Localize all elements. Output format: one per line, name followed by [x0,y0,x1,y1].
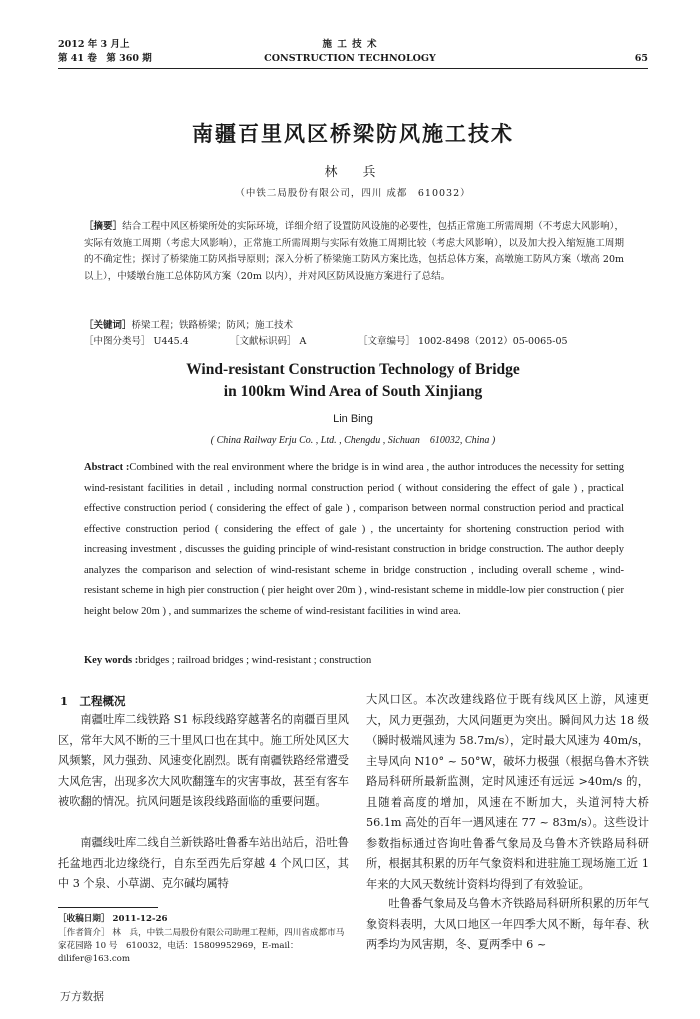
right-col-para-2: 吐鲁番气象局及乌鲁木齐铁路局科研所积累的历年气象资料表明，大风口地区一年四季大风不断，每年春、秋两季均为风害期，冬、夏两季中 6 ~ [366,897,649,951]
keywords-cn-text: 桥梁工程；铁路桥梁；防风；施工技术 [131,320,294,331]
keywords-en [84,651,624,672]
affiliation-cn: （中铁二局股份有限公司，四川 成都 610032） [235,188,471,199]
section-1-heading: 1 工程概况 [60,694,126,708]
volume-issue: 第 41 卷 第 360 期 [58,53,152,64]
right-col-para-1: 大风口区。本次改建线路位于既有线风区上游，风速更大，风力更强劲，大风问题更为突出。瞬间风力达 18 级（瞬时极端风速为 58.7m/s），定时最大风速为 40m/s，主导风向 N10° ~ 50°W，破坏力极强（根据乌鲁木齐铁路局科研所最新监测，定时风速还有远远 >40m/s 的，且随着高度的增加，风速在不断加大，头道河特大桥 56.1m 高处的百年一遇风速在 77 ~ 83m/s）。这些设计参数指标通过咨询吐鲁番气象局及乌鲁木齐铁路局科研所，根据其积累的历年气象资料和进驻施工现场施工近 1 年来的大风天数统计资料均得到了有效验证。 [366,693,649,891]
author-en: Lin Bing [333,413,373,425]
footnote-received [58,913,349,926]
issue-date: 2012 年 3 月上 [58,39,130,50]
author-cn: 林 兵 [324,165,382,180]
title-en-line1: Wind-resistant Construction Technology of Bridge [186,361,520,378]
title-cn: 南疆百里风区桥梁防风施工技术 [192,121,514,146]
section-1-para-2: 南疆线吐库二线自兰新铁路吐鲁番车站出站后，沿吐鲁托盆地西北边缘绕行，自东至西先后穿越 4 个风口区，其中 3 个泉、小草湖、克尔碱均属特 [58,836,349,890]
journal-name-en: CONSTRUCTION TECHNOLOGY [264,53,436,64]
database-watermark: 万方数据 [60,990,104,1003]
keywords-cn-label: ［关键词］ [84,320,132,331]
abstract-cn-label: ［摘要］ [84,221,123,232]
affiliation-en: ( China Railway Erju Co. , Ltd. , Chengdu , Sichuan 610032, China ) [210,435,496,446]
footnote-rule [58,907,158,908]
section-1-para-1: 南疆吐库二线铁路 S1 标段线路穿越著名的南疆百里风区，常年大风不断的三十里风口也在其中。施工所处风区大风频繁，风力强劲、风速变化剧烈。既有南疆铁路经常遭受大风危害，出现多次大风吹翻篷车的灾害事故，甚至有客车被吹翻的情况。抗风问题是该段线路面临的重要问题。 [58,713,349,808]
keywords-en-label: Key words : [84,655,139,666]
journal-name-cn: 施 工 技 术 [322,39,378,50]
abstract-cn [84,219,624,285]
page-number: 65 [634,53,648,64]
abstract-en-label: Abstract : [84,462,130,473]
abstract-cn-text: 结合工程中风区桥梁所处的实际环境，详细介绍了设置防风设施的必要性，包括正常施工所需周期（不考虑大风影响），实际有效施工周期（考虑大风影响），正常施工所需周期与实际有效施工周期比较（考虑大风影响），以及加大投入缩短施工周期的不确定性；探讨了桥梁施工防风指导原则；深入分析了桥梁施工防风方案比选，包括总体方案，高墩施工防风方案（墩高 20m 以上），中矮墩台施工总体防风方案（20m 以内），并对风区防风设施方案进行了总结。 [84,221,624,282]
abstract-en-text: Combined with the real environment where the bridge is in wind area , the author introduces the necessity for setting wind-resistant facilities in detail , including normal construction period ( without considering the effect of gale ) , practical effective construction period ( considering the effect of gale ) , comparison between normal construction period and practical effective construction period ( considering the effect of gale ) , the uncertainty for shortening construction period with increasing investment , discusses the guiding principle of wind-resistant construction in bridge construction. The author deeply analyzes the comparison and selection of wind-resistant scheme in bridge construction , including overall scheme , wind-resistant scheme in high pier construction ( pier height over 20m ) , wind-resistant scheme in middle-low pier construction ( pier height below 20m ) , and summarizes the scheme of wind-resistant facilities in wind area. [84,462,624,617]
abstract-en [84,458,624,622]
clc-number: ［中图分类号］ U445.4 [84,336,189,347]
keywords-en-text: bridges ; railroad bridges ; wind-resistant ; construction [138,655,372,666]
received-date: ［收稿日期］ 2011-12-26 [58,914,168,924]
header-rule [58,68,648,69]
title-en-line2: in 100km Wind Area of South Xinjiang [223,383,483,400]
keywords-cn [84,318,624,335]
footnote-bio: ［作者简介］ 林 兵，中铁二局股份有限公司助理工程师，四川省成都市马家花园路 10 号 610032，电话：15809952969，E-mail：dilifer@163.com [58,928,345,964]
article-number: ［文章编号］ 1002-8498（2012）05-0065-05 [358,336,568,347]
document-code: ［文献标识码］ A [230,336,307,347]
